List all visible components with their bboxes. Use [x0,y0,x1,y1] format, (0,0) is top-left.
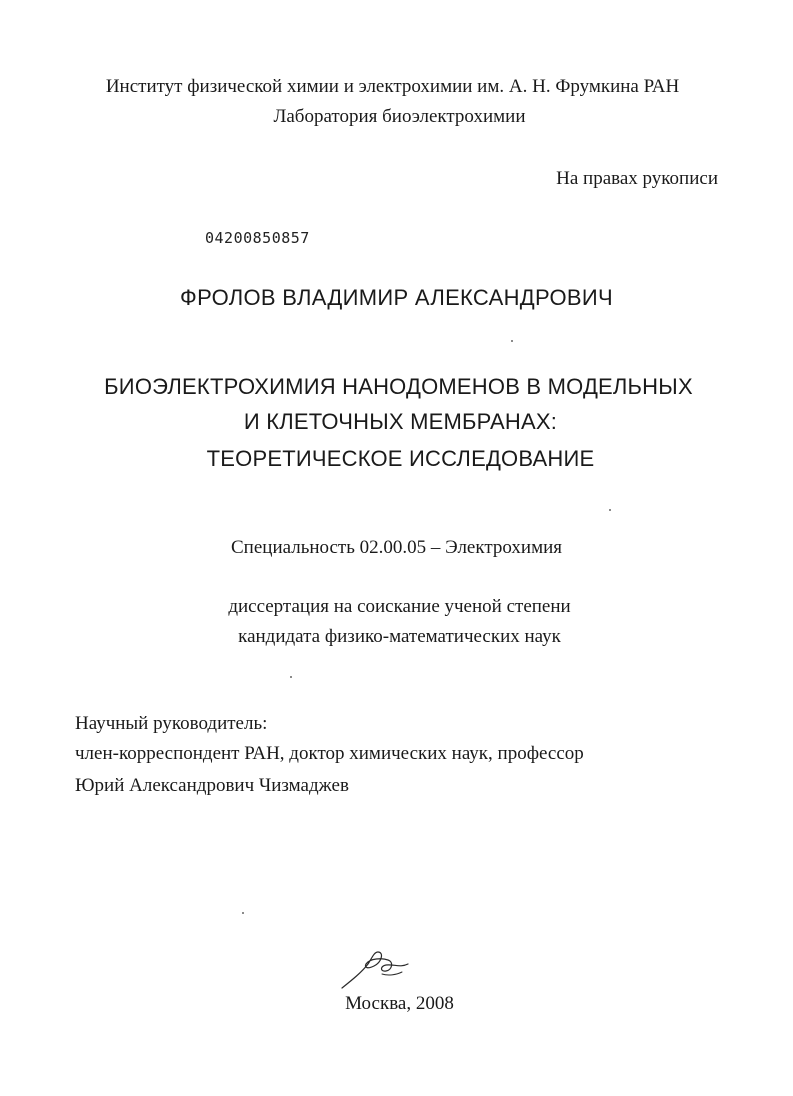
author-name: ФРОЛОВ ВЛАДИМИР АЛЕКСАНДРОВИЧ [180,285,613,310]
supervisor-label: Научный руководитель: [75,713,268,734]
laboratory-name: Лаборатория биоэлектрохимии [273,106,526,127]
scan-speck [290,676,292,678]
supervisor-title: член-корреспондент РАН, доктор химических наук, профессор [75,743,584,764]
supervisor-name: Юрий Александрович Чизмаджев [75,775,349,796]
scan-speck [609,509,611,511]
degree-line-2: кандидата физико-математических наук [238,626,561,647]
scan-speck [242,912,244,914]
degree-line-1: диссертация на соискание ученой степени [228,596,571,617]
thesis-title-line-3: ТЕОРЕТИЧЕСКОЕ ИССЛЕДОВАНИЕ [206,446,595,471]
thesis-title-line-1: БИОЭЛЕКТРОХИМИЯ НАНОДОМЕНОВ В МОДЕЛЬНЫХ [104,374,693,399]
thesis-title-line-2: И КЛЕТОЧНЫХ МЕМБРАНАХ: [243,409,558,434]
manuscript-rights-note: На правах рукописи [556,168,718,189]
signature-icon [338,944,418,996]
scan-speck [511,340,513,342]
city-year: Москва, 2008 [345,993,454,1014]
institute-name: Институт физической химии и электрохимии им. А. Н. Фрумкина РАН [105,76,680,97]
catalog-number: 04200850857 [205,229,310,247]
specialty: Специальность 02.00.05 – Электрохимия [231,537,562,558]
